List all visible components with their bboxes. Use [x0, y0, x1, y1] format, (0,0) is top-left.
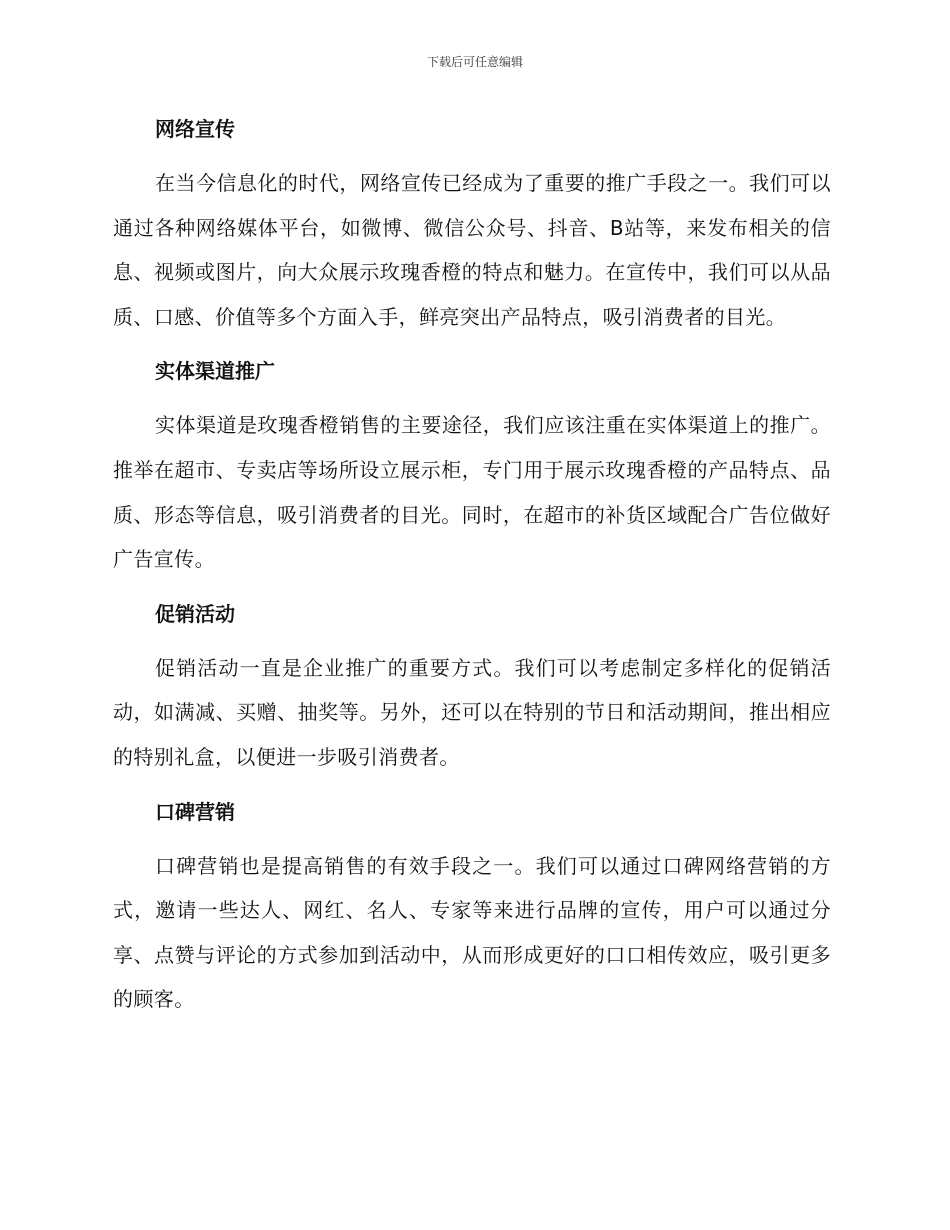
section-heading: 实体渠道推广	[155, 359, 275, 384]
section-paragraph: 促销活动一直是企业推广的重要方式。我们可以考虑制定多样化的促销活动，如满减、买赠、抽奖等。另外，还可以在特别的节日和活动期间，推出相应的特别礼盒，以便进一步吸引消费者。	[113, 655, 831, 769]
section-paragraph: 口碑营销也是提高销售的有效手段之一。我们可以通过口碑网络营销的方式，邀请一些达人、网红、名人、专家等来进行品牌的宣传，用户可以通过分享、点赞与评论的方式参加到活动中，从而形成更好的口口相传效应，吸引更多的顾客。	[113, 853, 831, 1012]
section-word-of-mouth	[113, 796, 831, 1022]
section-paragraph: 实体渠道是玫瑰香橙销售的主要途径，我们应该注重在实体渠道上的推广。推举在超市、专卖店等场所设立展示柜，专门用于展示玫瑰香橙的产品特点、品质、形态等信息，吸引消费者的目光。同时，在超市的补货区域配合广告位做好广告宣传。	[113, 413, 831, 572]
section-online-promotion	[113, 113, 831, 339]
section-heading: 口碑营销	[155, 799, 235, 824]
section-promotions	[113, 598, 831, 780]
document-body	[113, 113, 831, 1038]
section-heading: 网络宣传	[155, 117, 235, 141]
section-heading: 促销活动	[155, 601, 235, 626]
page-header-note: 下载后可任意编辑	[426, 55, 523, 69]
section-paragraph: 在当今信息化的时代，网络宣传已经成为了重要的推广手段之一。我们可以通过各种网络媒体平台，如微博、微信公众号、抖音、B站等，来发布相关的信息、视频或图片，向大众展示玫瑰香橙的特点和魅力。在宣传中，我们可以从品质、口感、价值等多个方面入手，鲜亮突出产品特点，吸引消费者的目光。	[113, 171, 831, 329]
section-physical-channel	[113, 355, 831, 581]
